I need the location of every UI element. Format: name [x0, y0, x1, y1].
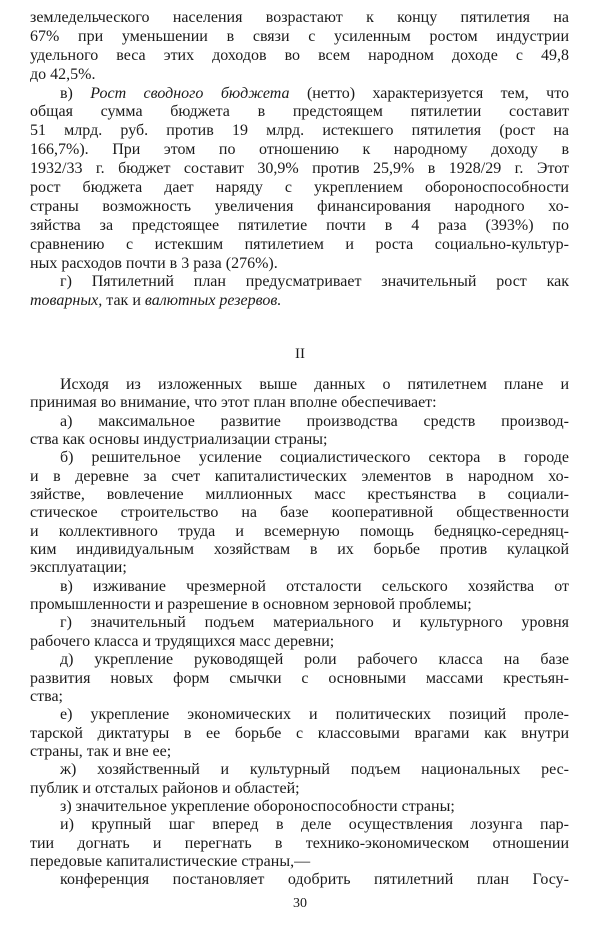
text-line [30, 85, 569, 104]
text-line [30, 816, 569, 834]
text-segment: 1932/33 г. бюджет составит 30,9% против 25,9% в 1928/29 г. Этот [30, 160, 569, 178]
paragraph [30, 413, 569, 450]
text-line [30, 596, 569, 614]
text-segment: страны, так и вне ее; [30, 742, 172, 760]
text-line [30, 413, 569, 431]
text-line [30, 486, 569, 504]
text-line [30, 798, 569, 816]
paragraph [30, 614, 569, 651]
text-segment: публик и отсталых районов и областей; [30, 779, 300, 797]
text-segment: г) значительный подъем материального и культурного уровня [60, 614, 569, 632]
text-segment: ства; [30, 687, 63, 705]
text-line [30, 780, 569, 798]
text-line [30, 394, 569, 412]
text-segment: рабочего класса и трудящихся масс деревни; [30, 632, 335, 650]
paragraph [30, 761, 569, 798]
text-line [30, 273, 569, 292]
text-line [30, 292, 569, 311]
text-segment: и) крупный шаг вперед в деле осуществления лозунга пар- [60, 816, 569, 834]
text-line [30, 47, 569, 66]
text-line [30, 103, 569, 122]
paragraph [30, 449, 569, 577]
paragraph [30, 578, 569, 615]
paragraph [30, 273, 569, 311]
text-segment: ким индивидуальным хозяйствам в их борьбе против кулацкой [30, 541, 569, 559]
text-segment: земледельческого населения возрастают к концу пятилетия на [30, 9, 569, 26]
paragraph [30, 9, 569, 85]
text-line [30, 449, 569, 467]
text-segment: 51 млрд. руб. против 19 млрд. истекшего пятилетия (рост на [30, 122, 569, 140]
text-line [30, 670, 569, 688]
text-segment: конференция постановляет одобрить пятилетний план Госу- [60, 871, 569, 889]
text-line [30, 651, 569, 669]
text-line [30, 523, 569, 541]
italic-text: товарных, [30, 292, 103, 310]
text-line [30, 504, 569, 522]
text-segment: (нетто) характеризуется тем, что [289, 84, 570, 102]
text-segment: общая сумма бюджета в предстоящем пятилетии составит [30, 103, 569, 121]
text-segment: развития новых форм смычки с основными массами крестьян- [30, 669, 569, 687]
text-line [30, 255, 569, 274]
text-segment: е) укрепление экономических и политических позиций проле- [60, 706, 569, 724]
text-segment: ства как основы индустриализации страны; [30, 431, 328, 449]
paragraph [30, 85, 569, 274]
text-line [30, 578, 569, 596]
paragraph [30, 706, 569, 761]
text-segment: рост бюджета дает наряду с укреплением обороноспособности [30, 179, 569, 197]
text-segment: ж) хозяйственный и культурный подъем национальных рес- [60, 761, 569, 779]
text-segment: эксплуатации; [30, 559, 127, 577]
text-line [30, 835, 569, 853]
text-line [30, 217, 569, 236]
text-segment: зяйства за предстоящее пятилетие почти в 4 раза (393%) по [30, 216, 569, 234]
paragraph [30, 798, 569, 816]
section-1-text [30, 9, 569, 311]
text-line [30, 179, 569, 198]
text-line [30, 614, 569, 632]
text-segment: промышленности и разрешение в основном зерновой проблемы; [30, 596, 472, 614]
text-line [30, 376, 569, 394]
text-segment: тарской диктатуры в ее борьбе с классовыми врагами как внутри [30, 724, 569, 742]
text-line [30, 160, 569, 179]
text-line [30, 28, 569, 47]
section-2-text [30, 376, 569, 890]
text-line [30, 688, 569, 706]
text-segment: и в деревне за счет капиталистических элементов в народном хо- [30, 467, 569, 485]
text-line [30, 9, 569, 28]
text-segment: в) изживание чрезмерной отсталости сельского хозяйства от [60, 577, 569, 595]
text-line [30, 559, 569, 577]
paragraph [30, 816, 569, 871]
text-segment: зяйстве, вовлечение миллионных масс крестьянства в социали- [30, 486, 569, 504]
italic-text: Рост сводного бюджета [90, 84, 290, 102]
text-segment: 67% при уменьшении в связи с усиленным ростом индустрии [30, 27, 569, 45]
text-segment: б) решительное усиление социалистического сектора в городе [60, 449, 569, 467]
text-segment: передовые капиталистические страны,— [30, 852, 311, 870]
text-segment: сравнению с истекшим пятилетием и роста социально-культур- [30, 235, 569, 253]
text-line [30, 141, 569, 160]
text-segment: ных расходов почти в 3 раза (276%). [30, 254, 278, 272]
page-number: 30 [293, 896, 307, 911]
text-segment: д) укрепление руководящей роли рабочего класса на базе [60, 651, 569, 669]
text-segment: а) максимальное развитие производства средств производ- [60, 412, 569, 430]
text-segment: так и [102, 292, 145, 310]
text-line [30, 66, 569, 85]
text-line [30, 468, 569, 486]
text-segment: стическое строительство на базе кооперативной общественности [30, 504, 569, 522]
paragraph [30, 651, 569, 706]
text-segment: Исходя из изложенных выше данных о пятилетнем плане и [60, 376, 569, 393]
paragraph [30, 871, 569, 889]
section-heading: II [295, 346, 305, 362]
text-segment: з) значительное укрепление обороноспособности страны; [60, 797, 455, 815]
text-line [30, 706, 569, 724]
text-line [30, 541, 569, 559]
text-line [30, 871, 569, 889]
text-segment: г) Пятилетний план предусматривает значительный рост как [60, 273, 569, 291]
text-segment: до 42,5%. [30, 65, 96, 83]
text-line [30, 725, 569, 743]
text-line [30, 122, 569, 141]
text-segment: тии догнать и перегнать в технико-экономическом отношении [30, 834, 569, 852]
text-line [30, 198, 569, 217]
text-segment: и коллективного труда и всемерную помощь бедняцко-середняц- [30, 522, 569, 540]
text-line [30, 431, 569, 449]
text-line [30, 633, 569, 651]
text-segment: страны возможность увеличения финансирования народного хо- [30, 197, 569, 215]
italic-text: валютных резервов. [144, 292, 282, 310]
text-line [30, 761, 569, 779]
text-segment: 166,7%). При этом по отношению к народному доходу в [30, 141, 569, 159]
text-segment: удельного веса этих доходов во всем народном доходе с 49,8 [30, 46, 569, 64]
paragraph [30, 376, 569, 413]
text-line [30, 853, 569, 871]
text-line [30, 236, 569, 255]
text-line [30, 743, 569, 761]
text-segment: принимая во внимание, что этот план вполне обеспечивает: [30, 394, 437, 412]
text-segment: в) [60, 84, 91, 102]
